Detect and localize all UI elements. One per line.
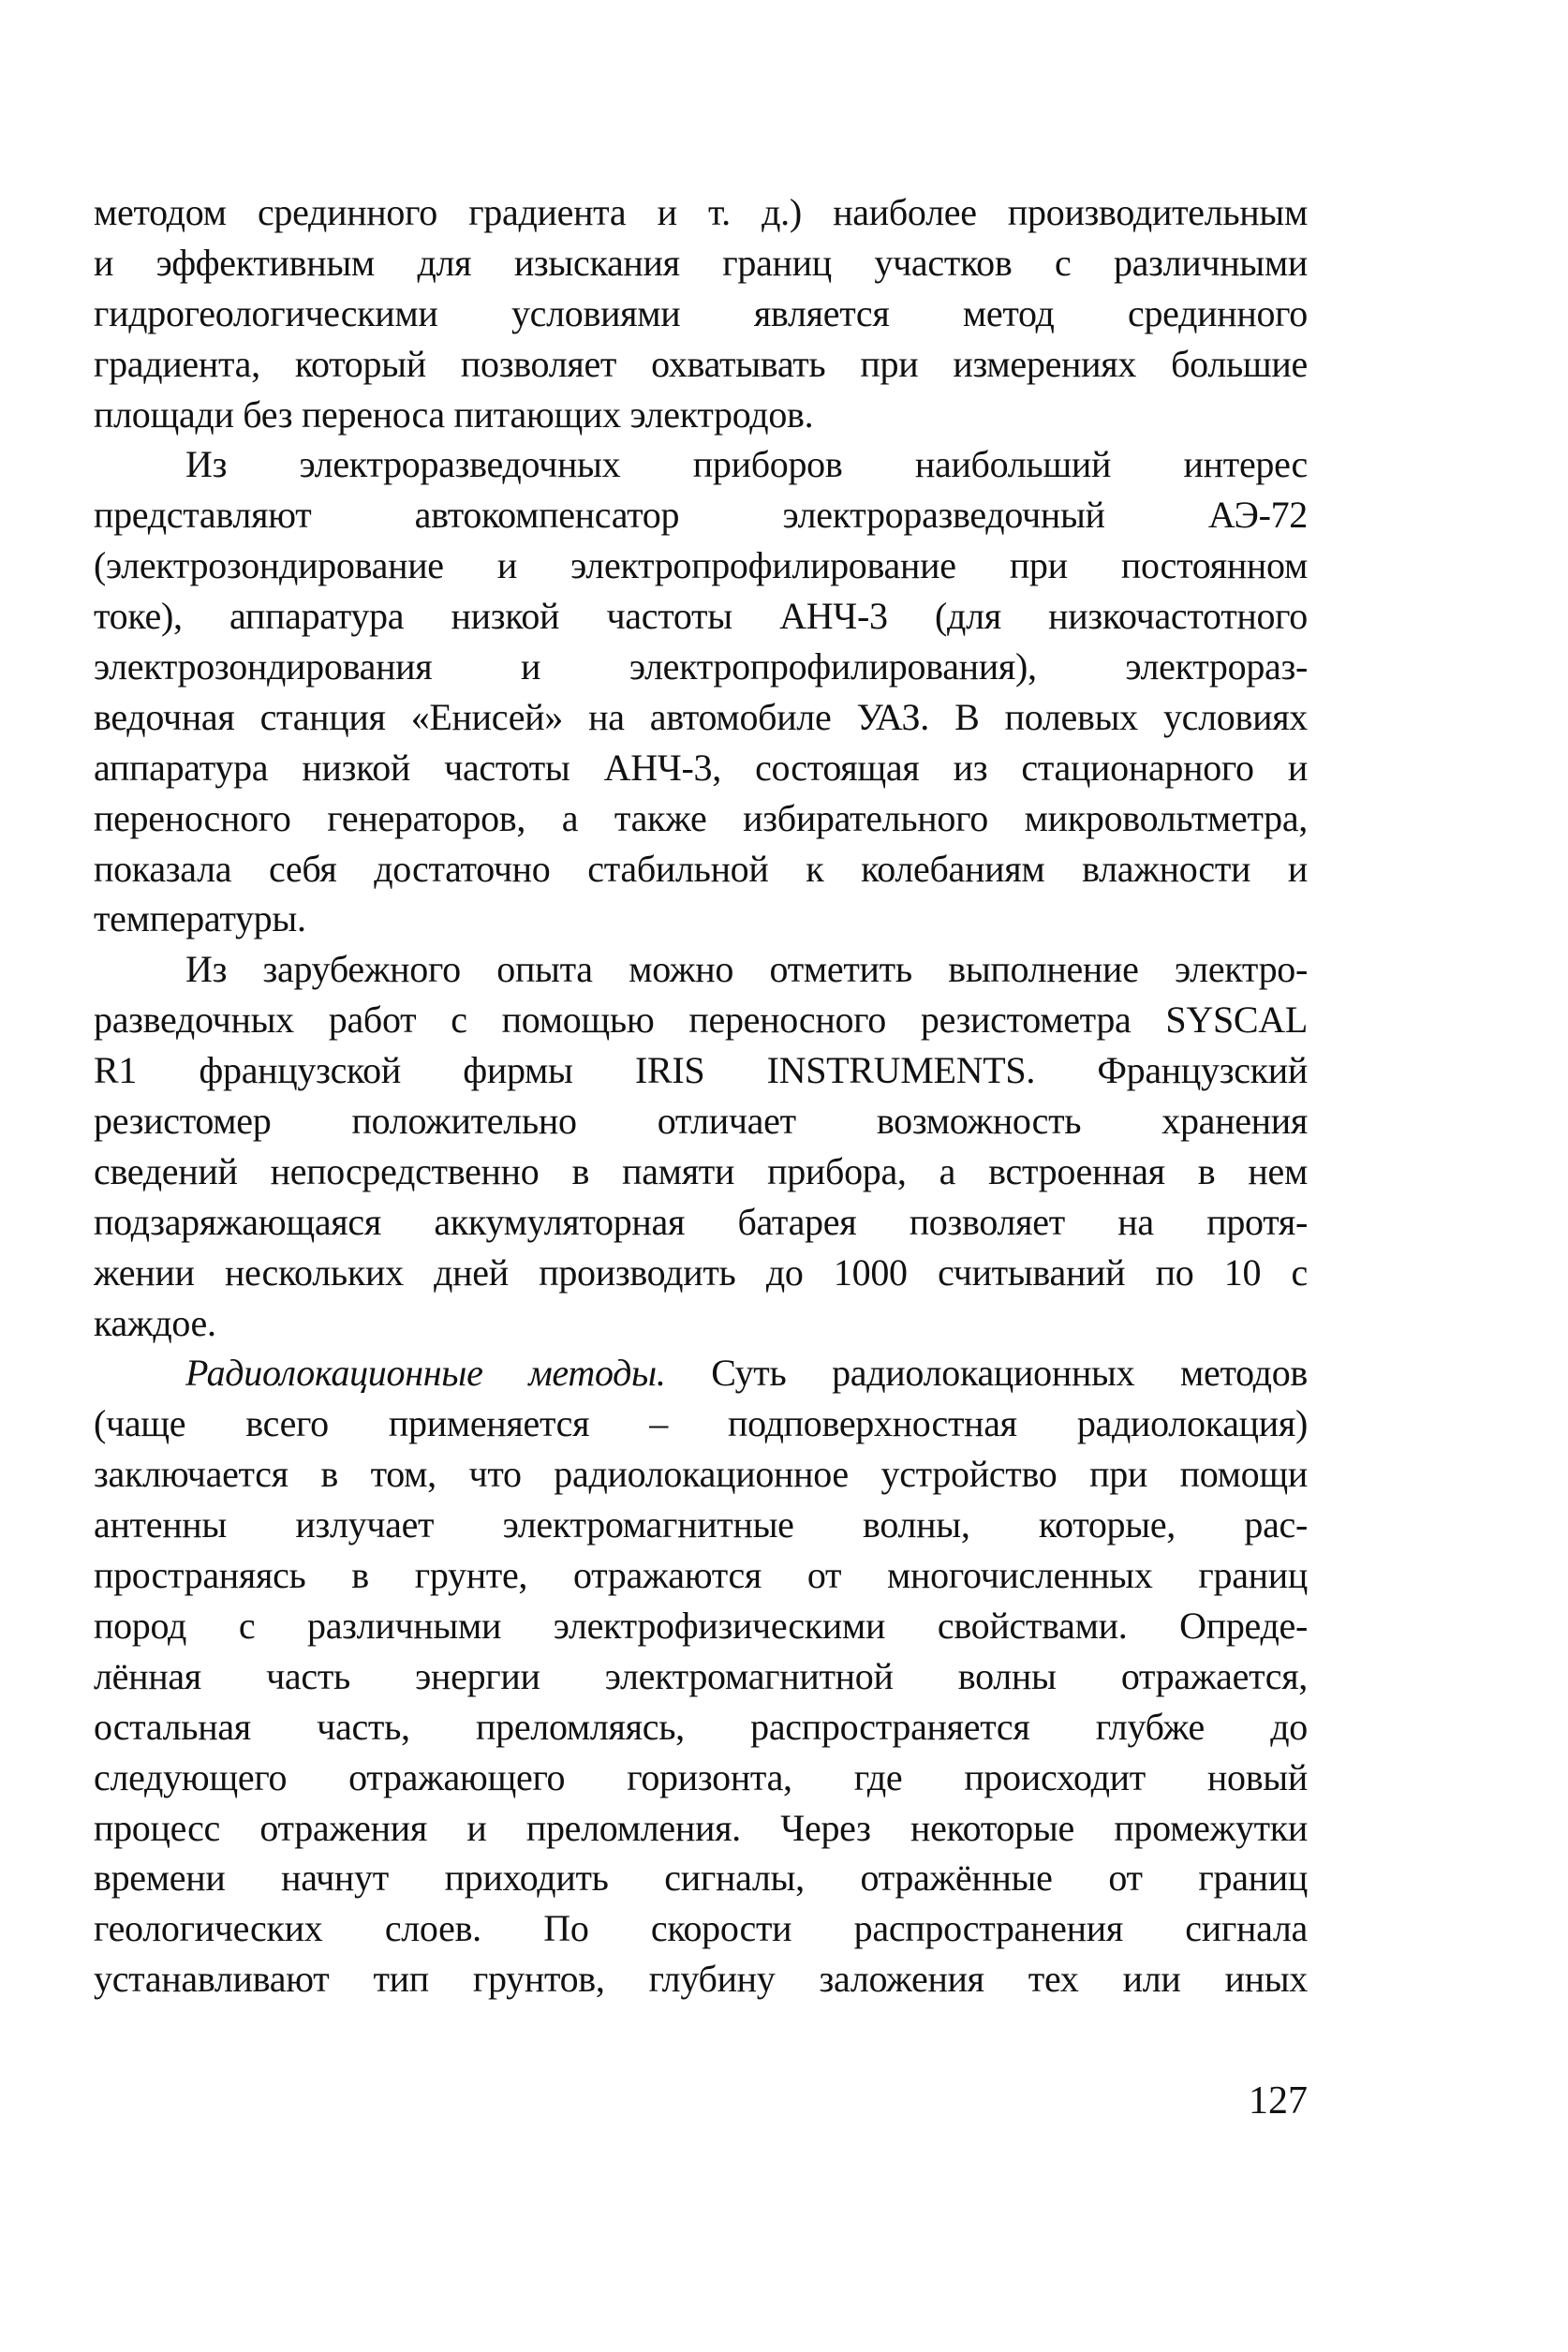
text-line: жении нескольких дней производить до 1000 считываний по 10 с (94, 1250, 1308, 1294)
text-line: процесс отражения и преломления. Через некоторые промежутки (94, 1806, 1308, 1849)
page-number: 127 (1249, 2079, 1308, 2123)
text-line: методом срединного градиента и т. д.) наиболее производительным (94, 191, 1308, 233)
text-line: токе), аппаратура низкой частоты АНЧ-3 (для низкочастотного (94, 595, 1308, 638)
text-line: переносного генераторов, а также избирательного микровольтметра, (94, 796, 1308, 839)
text-run: Суть радиолокационных методов (665, 1352, 1308, 1395)
text-line: гидрогеологическими условиями является метод срединного (94, 291, 1308, 334)
text-line: (чаще всего применяется – подповерхностная радиолокация) (94, 1402, 1308, 1445)
text-line: каждое. (94, 1301, 216, 1344)
text-line: заключается в том, что радиолокационное устройство при помощи (94, 1453, 1308, 1496)
text-line: лённая часть энергии электромагнитной волны отражается, (94, 1654, 1308, 1697)
text-line: Из электроразведочных приборов наибольший интерес (185, 443, 1308, 486)
text-line: сведений непосредственно в памяти прибора, а встроенная в нем (94, 1149, 1308, 1192)
text-line: пород с различными электрофизическими свойствами. Опреде- (94, 1604, 1308, 1647)
text-line: геологических слоев. По скорости распространения сигнала (94, 1907, 1308, 1950)
body-text (94, 187, 1308, 2004)
text-line: аппаратура низкой частоты АНЧ-3, состоящая из стационарного и (94, 746, 1308, 789)
text-line: электрозондирования и электропрофилирования), электрораз- (94, 645, 1308, 688)
paragraph-2 (94, 439, 1308, 944)
text-line: и эффективным для изыскания границ участков с различными (94, 241, 1308, 284)
text-line: показала себя достаточно стабильной к колебаниям влажности и (94, 847, 1308, 890)
text-line: ведочная станция «Енисей» на автомобиле УАЗ. В полевых условиях (94, 695, 1308, 738)
text-line: R1 французской фирмы IRIS INSTRUMENTS. Французский (94, 1049, 1308, 1092)
text-line: устанавливают тип грунтов, глубину заложения тех или иных (94, 1958, 1308, 2001)
paragraph-4 (94, 1348, 1308, 2004)
text-line: разведочных работ с помощью переносного резистометра SYSCAL (94, 998, 1308, 1042)
paragraph-3 (94, 944, 1308, 1348)
text-line: температуры. (94, 897, 306, 940)
text-line: пространяясь в грунте, отражаются от многочисленных границ (94, 1554, 1308, 1597)
text-line: антенны излучает электромагнитные волны, которые, рас- (94, 1503, 1308, 1546)
text-line (94, 1348, 1308, 1398)
text-line: остальная часть, преломляясь, распространяется глубже до (94, 1705, 1308, 1748)
text-line: представляют автокомпенсатор электроразведочный АЭ-72 (94, 494, 1308, 537)
text-line: (электрозондирование и электропрофилирование при постоянном (94, 544, 1308, 587)
section-run-in-heading: Радиолокационные методы. (185, 1352, 666, 1395)
paragraph-1 (94, 187, 1308, 439)
text-line: времени начнут приходить сигналы, отражённые от границ (94, 1856, 1308, 1900)
text-line: подзаряжающаяся аккумуляторная батарея позволяет на протя- (94, 1200, 1308, 1243)
text-line: градиента, который позволяет охватывать при измерениях большие (94, 342, 1308, 385)
text-line: Из зарубежного опыта можно отметить выполнение электро- (185, 948, 1308, 991)
text-line: резистомер положительно отличает возможность хранения (94, 1100, 1308, 1143)
text-line: следующего отражающего горизонта, где происходит новый (94, 1755, 1308, 1798)
text-line: площади без переноса питающих электродов. (94, 392, 814, 436)
